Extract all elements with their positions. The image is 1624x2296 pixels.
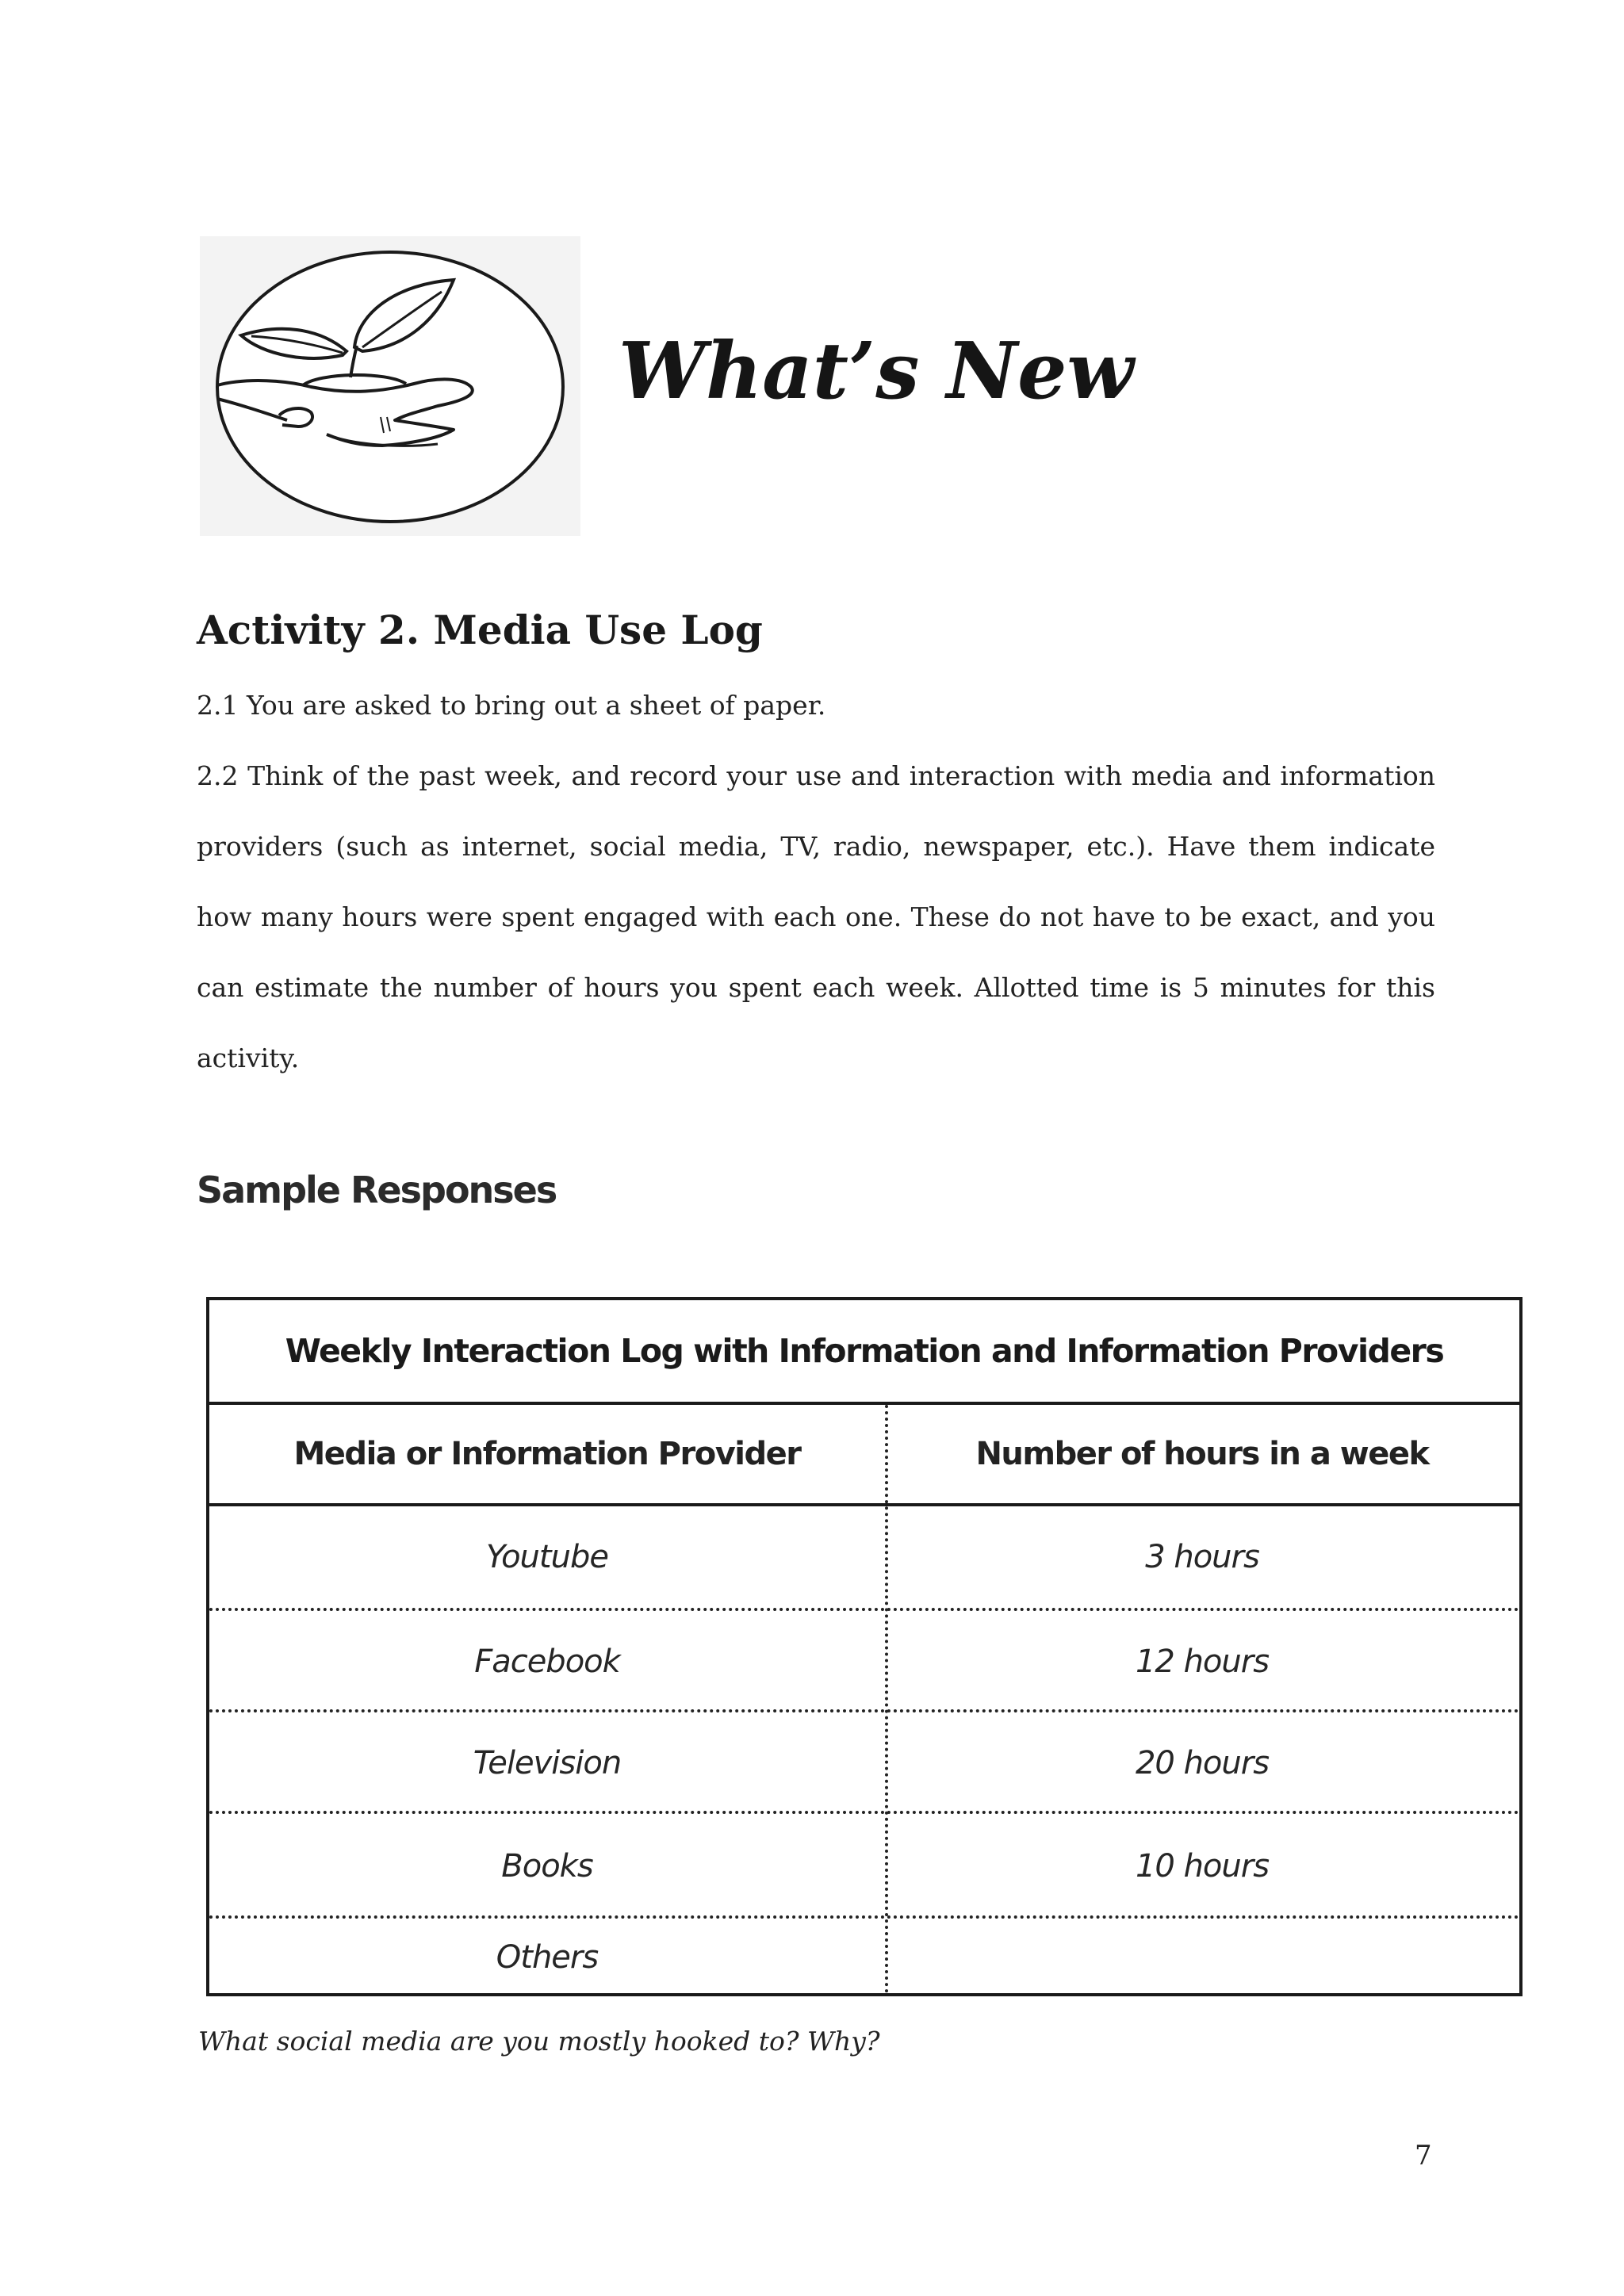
hours-cell: 12 hours [1135,1644,1270,1680]
table-row [209,1915,1519,1996]
table-row [209,1811,1519,1919]
activity-step-1: 2.1 You are asked to bring out a sheet of paper. [197,690,826,721]
weekly-interaction-log-table [206,1297,1522,1996]
column-header-hours: Number of hours in a week [975,1436,1429,1472]
activity-heading: Activity 2. Media Use Log [197,607,763,653]
hours-cell: 3 hours [1145,1539,1259,1575]
section-title: What’s New [619,326,1134,417]
provider-cell: Books [501,1848,593,1885]
table-row [209,1608,1519,1712]
table-header-row [209,1405,1519,1506]
table-row [209,1506,1519,1608]
provider-cell: Others [496,1939,599,1976]
provider-cell: Facebook [474,1644,620,1680]
reflection-question: What social media are you mostly hooked to? Why? [198,2026,880,2057]
hours-cell [885,1919,1519,1996]
column-header-provider: Media or Information Provider [293,1436,801,1472]
provider-cell: Television [473,1745,622,1781]
provider-cell: Youtube [486,1539,608,1575]
page-number: 7 [1415,2140,1432,2172]
hours-cell: 10 hours [1135,1848,1270,1885]
hand-holding-seedling-icon [200,236,580,536]
table-body [209,1506,1519,1993]
activity-step-2: 2.2 Think of the past week, and record your use and interaction with media and information providers (such as internet, social media, TV, radio, newspaper, etc.). Have them indicate how many hours were spent engaged with each one. These do not have to be exact, and you can estimate the number of hours you spent each week. Allotted time is 5 minutes for this activity. [197,760,1435,1073]
sample-responses-heading: Sample Responses [197,1169,557,1211]
table-title: Weekly Interaction Log with Information and Information Providers [209,1300,1519,1405]
hours-cell: 20 hours [1135,1745,1270,1781]
table-row [209,1709,1519,1814]
